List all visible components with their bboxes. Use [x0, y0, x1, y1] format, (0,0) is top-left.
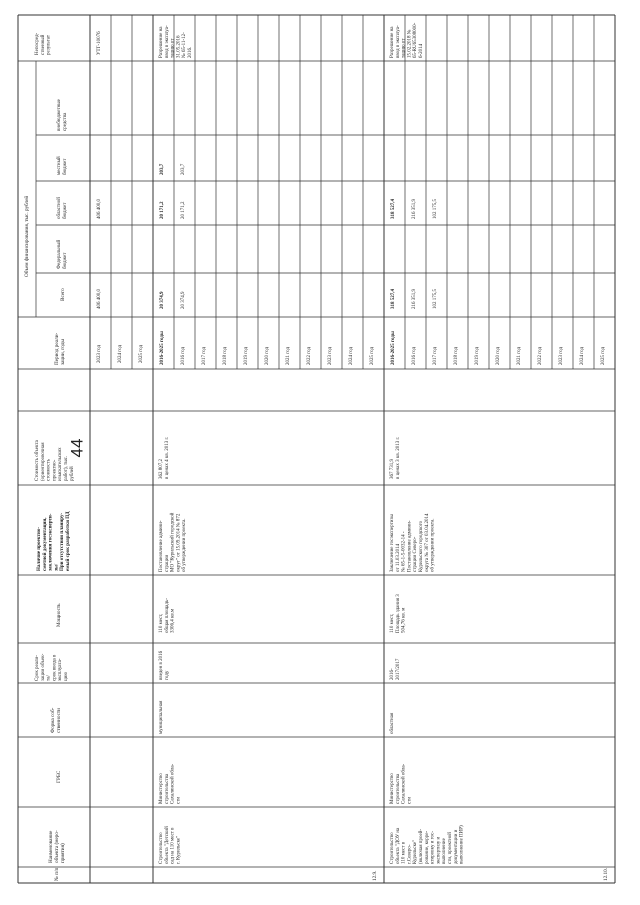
header-num: № п/п — [54, 867, 60, 881]
regional-value: 406 400,0 — [97, 199, 102, 219]
cost-value: 362 807,2в ценах 4 кв. 2013 г. — [159, 436, 170, 479]
row-number: 12.10. — [603, 868, 609, 881]
year-label: 2024 год — [118, 344, 123, 363]
year-label: 2023 год — [328, 346, 333, 365]
year-label: 2025 год — [370, 346, 375, 365]
psd-value: Заключение госэкспертизыот 11.03.2014№ 65-1-5-0032-14 -Постановление админи-страции Северо-Курильского городскогоокруга № 307 от 03.04.2014об утверждении проекта. — [390, 513, 436, 572]
header-period: Период реали-зации, годы — [54, 332, 66, 365]
psd-value: Постановление админи-страцииМО "Курильский городскойокруг" от 15.09.2014 № 872об утверждении проекта. — [159, 512, 188, 572]
term-value: введен в 2016году — [159, 650, 170, 680]
year-label: 2021 год — [286, 346, 291, 365]
header-name: Наименованиеобъекта (меро-приятия) — [48, 830, 66, 863]
year-label: 2016 год — [181, 346, 186, 365]
total-value: 20 374,9 — [160, 291, 165, 309]
total-value: 20 374,9 — [181, 291, 186, 309]
header-financing: Объем финансирования, тыс. рублей — [24, 195, 30, 277]
year-label: 2022 год — [307, 346, 312, 365]
grbs-value: МинистерствостроительстваСахалинской обла-сти — [159, 763, 182, 804]
year-label: 2025 год — [601, 346, 606, 365]
grbs-value: МинистерствостроительстваСахалинской обла-сти — [390, 763, 413, 804]
year-label: 2020 год — [496, 346, 501, 365]
local-value: 203,7 — [181, 163, 186, 175]
header-psd: Наличие проектно-сметной документации,заключения госэксперти-зы/При отсутствии планиру-емый срок разработки ПД — [37, 511, 71, 571]
year-label: 2023 год — [97, 344, 102, 363]
page-number: 44 — [67, 438, 87, 458]
row-number: 12.9. — [372, 870, 378, 881]
header-capacity: Мощность — [56, 603, 62, 627]
header-regional: областнойбюджет — [57, 197, 68, 219]
year-label: 2018 год — [454, 346, 459, 365]
year-label: 2024 год — [580, 346, 585, 365]
local-value: 203,7 — [160, 163, 165, 175]
header-cost: Стоимость объекта(ориентировочнаястоимостьпроектно-изыскательскихработ), тыс.рублей — [35, 440, 75, 481]
total-value: 406 400,0 — [97, 289, 102, 309]
year-label: 2023 год — [559, 346, 564, 365]
regional-value: 318 527,4 — [391, 199, 396, 219]
year-label: 2018 год — [223, 346, 228, 365]
year-label: 2016-2025 годы — [160, 331, 165, 365]
year-label: 2017 год — [202, 346, 207, 365]
result-value: Разрешение наввод в эксплуа-тацию от15.02.2018 №65-RU65308000-6-2014 — [390, 22, 424, 58]
regional-value: 216 351,9 — [412, 199, 417, 219]
object-name: Строительствообъекта "Детскийсад на 110 мест вг. Курильске" — [159, 826, 182, 864]
header-term: Срок реали-зации объек-та/срок ввода вэксплуата-цию — [35, 653, 69, 681]
capacity-value: 110 мест,общая площадь-3306,4 кв.м — [159, 598, 176, 633]
total-value: 318 527,4 — [391, 289, 396, 309]
ownership-form: областная — [390, 712, 395, 734]
year-label: 2021 год — [517, 346, 522, 365]
year-label: 2024 год — [349, 346, 354, 365]
header-extra: внебюджетныесредства — [57, 99, 68, 131]
year-label: 2019 год — [475, 346, 480, 365]
term-value: 2016-2017/2017 — [390, 658, 401, 680]
total-value: 102 175,5 — [433, 289, 438, 309]
regional-value: 20 171,2 — [181, 201, 186, 219]
header-federal: Федеральныйбюджет — [57, 239, 68, 269]
year-label: 2017 год — [433, 346, 438, 365]
year-label: 2016 год — [412, 346, 417, 365]
total-value: 216 351,9 — [412, 289, 417, 309]
year-label: 2019 год — [244, 346, 249, 365]
year-label: 2020 год — [265, 346, 270, 365]
year-label: 2025 год — [139, 344, 144, 363]
header-form: Форма соб-ственности — [50, 707, 62, 733]
header-result: Непосред-ственныйрезультат — [35, 32, 52, 55]
header-total: Всего — [60, 288, 66, 301]
object-name: Строительствообъекта "ДОУ на110 мест вг.Северо-Курильске"(включая проей-рование, корре-ктировку и гос-экспертизу ивыполнениести, проектнойдокументации ивыполнение ПИР) — [390, 825, 465, 864]
header-local: местныйбюджет — [57, 156, 68, 175]
year-label: 2022 год — [538, 346, 543, 365]
result-value: УТГ-10076 — [97, 31, 102, 55]
result-value: Разрешение наввод в эксплуа-тацию от31.05.2016№ 65-11-12-2016. — [159, 25, 193, 58]
cost-value: 367 731,9в ценах 3 кв. 2013 г. — [390, 436, 401, 479]
header-grbs: ГРБС — [56, 770, 62, 783]
regional-value: 20 171,2 — [160, 201, 165, 219]
year-label: 2016-2025 годы — [391, 331, 396, 365]
capacity-value: 110 мест,Площадь здания 3504,76 кв. м — [390, 594, 407, 633]
ownership-form: муниципальная — [159, 700, 164, 734]
regional-value: 102 175,5 — [433, 199, 438, 219]
